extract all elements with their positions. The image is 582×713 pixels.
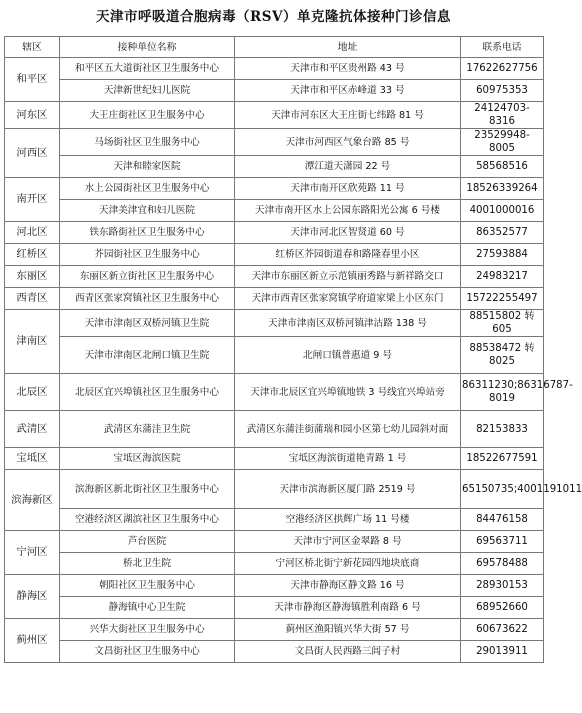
district-cell: 蓟州区 [5, 619, 60, 663]
phone-cell: 18526339264 [461, 178, 544, 200]
unit-cell: 马场街社区卫生服务中心 [60, 129, 235, 156]
unit-cell: 静海镇中心卫生院 [60, 597, 235, 619]
header-district: 辖区 [5, 37, 60, 58]
unit-cell: 文昌街社区卫生服务中心 [60, 641, 235, 663]
table-row [5, 411, 544, 448]
unit-cell: 朝阳社区卫生服务中心 [60, 575, 235, 597]
table-row [5, 509, 544, 531]
table-row [5, 102, 544, 129]
address-cell: 红桥区芥园街道春和路隆春里小区 [235, 244, 461, 266]
address-cell: 天津市南开区欣苑路 11 号 [235, 178, 461, 200]
unit-cell: 北辰区宜兴埠镇社区卫生服务中心 [60, 374, 235, 411]
unit-cell: 天津和睦家医院 [60, 156, 235, 178]
address-cell: 天津市滨海新区厦门路 2519 号 [235, 470, 461, 509]
address-cell: 天津市河北区智贤道 60 号 [235, 222, 461, 244]
table-row [5, 58, 544, 80]
district-cell: 武清区 [5, 411, 60, 448]
address-cell: 空港经济区拱辉广场 11 号楼 [235, 509, 461, 531]
table-row [5, 80, 544, 102]
phone-cell: 65150735;4001191011 [461, 470, 544, 509]
unit-cell: 兴华大街社区卫生服务中心 [60, 619, 235, 641]
phone-cell: 88538472 转 8025 [461, 337, 544, 374]
phone-cell: 27593884 [461, 244, 544, 266]
unit-cell: 桥北卫生院 [60, 553, 235, 575]
unit-cell: 大王庄街社区卫生服务中心 [60, 102, 235, 129]
unit-cell: 空港经济区湖滨社区卫生服务中心 [60, 509, 235, 531]
address-cell: 文昌街人民西路三闾子村 [235, 641, 461, 663]
table-row [5, 597, 544, 619]
clinic-table [4, 36, 582, 663]
page-title: 天津市呼吸道合胞病毒（RSV）单克隆抗体接种门诊信息 [96, 9, 451, 25]
unit-cell: 天津市津南区北闸口镇卫生院 [60, 337, 235, 374]
table-row [5, 244, 544, 266]
table-row [5, 641, 544, 663]
phone-cell: 86311230;86316787-8019 [461, 374, 544, 411]
address-cell: 天津市静海区静文路 16 号 [235, 575, 461, 597]
address-cell: 北闸口镇普惠道 9 号 [235, 337, 461, 374]
district-cell: 西青区 [5, 288, 60, 310]
phone-cell: 68952660 [461, 597, 544, 619]
phone-cell: 69563711 [461, 531, 544, 553]
address-cell: 潭江道天潇园 22 号 [235, 156, 461, 178]
table-row [5, 222, 544, 244]
table-row [5, 129, 544, 156]
phone-cell: 82153833 [461, 411, 544, 448]
unit-cell: 天津新世纪妇儿医院 [60, 80, 235, 102]
district-cell: 宝坻区 [5, 448, 60, 470]
phone-cell: 58568516 [461, 156, 544, 178]
district-cell: 津南区 [5, 310, 60, 374]
unit-cell: 西青区张家窝镇社区卫生服务中心 [60, 288, 235, 310]
table-row [5, 575, 544, 597]
unit-cell: 水上公园街社区卫生服务中心 [60, 178, 235, 200]
header-unit: 接种单位名称 [60, 37, 235, 58]
table-row [5, 156, 544, 178]
phone-cell: 29013911 [461, 641, 544, 663]
district-cell: 东丽区 [5, 266, 60, 288]
phone-cell: 28930153 [461, 575, 544, 597]
district-cell: 南开区 [5, 178, 60, 222]
table-row [5, 200, 544, 222]
table-row [5, 619, 544, 641]
unit-cell: 天津美津宜和妇儿医院 [60, 200, 235, 222]
table-row [5, 374, 544, 411]
unit-cell: 铁东路街社区卫生服务中心 [60, 222, 235, 244]
address-cell: 天津市河东区大王庄街七纬路 81 号 [235, 102, 461, 129]
phone-cell: 84476158 [461, 509, 544, 531]
district-cell: 河北区 [5, 222, 60, 244]
address-cell: 天津市北辰区宜兴埠镇地铁 3 号线宜兴埠站旁 [235, 374, 461, 411]
table-header-row [5, 37, 544, 58]
phone-cell: 69578488 [461, 553, 544, 575]
address-cell: 天津市南开区水上公园东路阳光公寓 6 号楼 [235, 200, 461, 222]
header-address: 地址 [235, 37, 461, 58]
address-cell: 天津市和平区贵州路 43 号 [235, 58, 461, 80]
district-cell: 河东区 [5, 102, 60, 129]
address-cell: 宝坻区海滨街道艳青路 1 号 [235, 448, 461, 470]
phone-cell: 4001000016 [461, 200, 544, 222]
unit-cell: 芦台医院 [60, 531, 235, 553]
district-cell: 滨海新区 [5, 470, 60, 531]
district-cell: 宁河区 [5, 531, 60, 575]
table-row [5, 553, 544, 575]
address-cell: 天津市宁河区金翠路 8 号 [235, 531, 461, 553]
unit-cell: 宝坻区海滨医院 [60, 448, 235, 470]
unit-cell: 滨海新区新北街社区卫生服务中心 [60, 470, 235, 509]
phone-cell: 23529948-8005 [461, 129, 544, 156]
table-row [5, 310, 544, 337]
unit-cell: 武清区东蒲洼卫生院 [60, 411, 235, 448]
phone-cell: 18522677591 [461, 448, 544, 470]
table-row [5, 266, 544, 288]
phone-cell: 88515802 转 605 [461, 310, 544, 337]
address-cell: 天津市和平区赤峰道 33 号 [235, 80, 461, 102]
district-cell: 静海区 [5, 575, 60, 619]
unit-cell: 芥园街社区卫生服务中心 [60, 244, 235, 266]
phone-cell: 86352577 [461, 222, 544, 244]
address-cell: 天津市静海区静海镇胜利南路 6 号 [235, 597, 461, 619]
address-cell: 天津市东丽区新立示范镇丽秀路与新祥路交口 [235, 266, 461, 288]
address-cell: 宁河区桥北街宁新花园四地块底商 [235, 553, 461, 575]
unit-cell: 东丽区新立街社区卫生服务中心 [60, 266, 235, 288]
address-cell: 天津市津南区双桥河镇津沽路 138 号 [235, 310, 461, 337]
table-row [5, 470, 544, 509]
address-cell: 武清区东蒲洼街蒲瑞和园小区第七幼儿园斜对面 [235, 411, 461, 448]
phone-cell: 24124703-8316 [461, 102, 544, 129]
unit-cell: 天津市津南区双桥河镇卫生院 [60, 310, 235, 337]
table-row [5, 448, 544, 470]
address-cell: 天津市河西区气象台路 85 号 [235, 129, 461, 156]
unit-cell: 和平区五大道街社区卫生服务中心 [60, 58, 235, 80]
district-cell: 河西区 [5, 129, 60, 178]
table-row [5, 531, 544, 553]
table-row [5, 337, 544, 374]
district-cell: 和平区 [5, 58, 60, 102]
phone-cell: 60975353 [461, 80, 544, 102]
phone-cell: 24983217 [461, 266, 544, 288]
phone-cell: 60673622 [461, 619, 544, 641]
address-cell: 蓟州区渔阳镇兴华大街 57 号 [235, 619, 461, 641]
table-row [5, 288, 544, 310]
district-cell: 红桥区 [5, 244, 60, 266]
table-row [5, 178, 544, 200]
phone-cell: 17622627756 [461, 58, 544, 80]
phone-cell: 15722255497 [461, 288, 544, 310]
district-cell: 北辰区 [5, 374, 60, 411]
header-phone: 联系电话 [461, 37, 544, 58]
address-cell: 天津市西青区张家窝镇学府道家梁上小区东门 [235, 288, 461, 310]
